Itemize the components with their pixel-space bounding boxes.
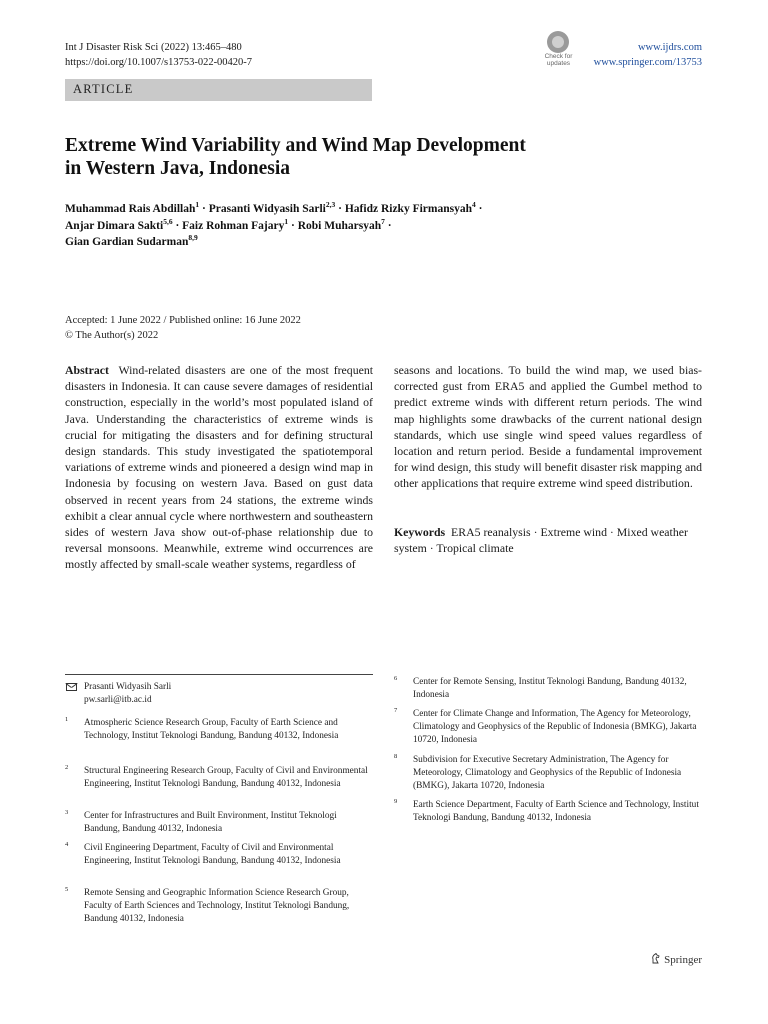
author-name[interactable]: Robi Muharsyah [297, 219, 382, 232]
affiliation-text: Civil Engineering Department, Faculty of Civil and Environmental Engineering, Institut Teknologi Bandung, Bandung 40132, Indonesia [84, 843, 341, 866]
affiliation-number: 5 [65, 886, 69, 893]
article-type-bar [65, 79, 372, 101]
affiliation-number: 1 [65, 716, 69, 723]
affiliation-number: 4 [65, 841, 69, 848]
affiliation-2 [65, 765, 375, 805]
abstract-text-right: seasons and locations. To build the wind map, we used bias-corrected gust from ERA5 and applied the Gumbel method to predict extreme winds with different return periods. The wind map highlights some drawbacks of the current national design standards, which use single wind speed values regardless of location and return period. Beside a fundamental improvement for wind design, this study will benefit disaster risk mapping and other applications that require extreme wind speed distribution. [394, 363, 702, 491]
paper-title [65, 134, 625, 180]
affiliation-number: 8 [394, 753, 398, 760]
affiliation-text: Atmospheric Science Research Group, Faculty of Earth Science and Technology, Institut Teknologi Bandung, Bandung 40132, Indonesia [84, 718, 339, 741]
springer-horse-icon [651, 953, 661, 964]
affiliation-number: 7 [394, 707, 398, 714]
affiliation-9 [394, 799, 704, 839]
keywords-text: ERA5 reanalysis · Extreme wind · Mixed weather system · Tropical climate [394, 525, 688, 556]
affiliation-3 [65, 810, 375, 838]
affiliation-number: 3 [65, 809, 69, 816]
accepted-published-dates: Accepted: 1 June 2022 / Published online: 16 June 2022 [65, 315, 301, 326]
affiliation-1 [65, 717, 375, 757]
publisher-footer [651, 952, 702, 966]
article-type-label: ARTICLE [73, 82, 134, 96]
author-affiliation-ref: 5,6 [163, 216, 173, 226]
abstract-text-left: Wind-related disasters are one of the most frequent disasters in Indonesia. It can cause severe damages of residential construction, especially in the world’s most populated island of Java. Understanding the characteristics of extreme winds is crucial for mitigating the disasters and for defining structural design standards. This study investigated the spatiotemporal variations of extreme winds and pioneered a design wind map in Indonesia by focusing on western Java. Based on gust data observed in recent years from 24 stations, the extreme winds exhibit a clear annual cycle where northwestern and southeastern sides of western Java show out-of-phase relationship due to reversal monsoons. Meanwhile, extreme wind occurrences are mostly affected by small-scale weather systems, regardless of [65, 363, 374, 572]
badge-line1: Check for [544, 53, 573, 60]
affiliation-6 [394, 676, 704, 704]
abstract-label: Abstract [65, 363, 109, 377]
author-affiliation-ref: 1 [195, 200, 200, 210]
affiliation-number: 6 [394, 675, 398, 682]
abstract-column-right [394, 362, 702, 492]
journal-citation: Int J Disaster Risk Sci (2022) 13:465–480 [65, 42, 242, 53]
affiliation-text: Center for Infrastructures and Built Environment, Institut Teknologi Bandung, Bandung 40132, Indonesia [84, 811, 337, 834]
doi-link[interactable]: https://doi.org/10.1007/s13753-022-00420-7 [65, 57, 253, 68]
correspondence-block [65, 681, 375, 709]
journal-links [594, 40, 702, 70]
springer-journal-link[interactable]: www.springer.com/13753 [593, 57, 702, 68]
envelope-icon [66, 683, 77, 691]
keywords-label: Keywords [394, 525, 446, 539]
author-name[interactable]: Anjar Dimara Sakti [65, 219, 164, 232]
affiliation-text: Earth Science Department, Faculty of Earth Science and Technology, Institut Teknologi Bandung, Bandung 40132, Indonesia [413, 800, 699, 823]
affiliation-8 [394, 754, 704, 794]
check-for-updates-badge[interactable] [540, 30, 577, 68]
footnote-divider [65, 674, 373, 675]
affiliation-5 [65, 887, 375, 927]
author-name[interactable]: Prasanti Widyasih Sarli [208, 203, 326, 215]
affiliation-text: Remote Sensing and Geographic Information Science Research Group, Faculty of Earth Sciences and Technology, Institut Teknologi Bandung, Bandung 40132, Indonesia [84, 888, 350, 924]
title-line-2: in Western Java, Indonesia [65, 158, 291, 179]
title-line-1: Extreme Wind Variability and Wind Map Development [65, 135, 526, 156]
journal-header [65, 40, 252, 70]
journal-site-link[interactable]: www.ijdrs.com [637, 42, 702, 53]
author-affiliation-ref: 2,3 [325, 200, 336, 210]
springer-logo-text: Springer [664, 954, 702, 966]
author-affiliation-ref: 7 [381, 216, 385, 226]
corresponding-author-email[interactable]: pw.sarli@itb.ac.id [84, 694, 152, 705]
affiliation-text: Center for Climate Change and Information, The Agency for Meteorology, Climatology and Geophysics of the Republic of Indonesia (BMKG), Jakarta 10720, Indonesia [413, 709, 697, 745]
affiliation-7 [394, 708, 704, 748]
affiliation-number: 9 [394, 798, 398, 805]
author-name[interactable]: Gian Gardian Sudarman [65, 236, 189, 248]
check-updates-icon [547, 31, 569, 53]
abstract-column-left [65, 362, 373, 573]
keywords-section [394, 524, 702, 556]
affiliation-text: Subdivision for Executive Secretary Administration, The Agency for Meteorology, Climatology and Geophysics of the Republic of Indonesia (BMKG), Jakarta 10720, Indonesia [413, 755, 682, 791]
author-affiliation-ref: 4 [471, 200, 476, 210]
author-name[interactable]: Muhammad Rais Abdillah [65, 203, 196, 215]
author-affiliation-ref: 8,9 [188, 233, 198, 243]
author-name[interactable]: Hafidz Rizky Firmansyah [344, 203, 472, 215]
affiliation-number: 2 [65, 764, 69, 771]
author-list: Muhammad Rais Abdillah$^1$ · Prasanti Widyasih Sarli$^{2,3}$ · Hafidz Rizky Firmansyah$^4$ · Anjar Dimara Sakti$^{5,6}$ · Faiz Rohman Fajary$^1$ · Robi Muharsyah$^7$ · Gian Gardian Sudarman$^{8,9}$ [65, 200, 483, 248]
publication-dates [65, 314, 301, 343]
affiliation-4 [65, 842, 375, 882]
corresponding-author-name: Prasanti Widyasih Sarli [84, 682, 172, 692]
affiliation-text: Center for Remote Sensing, Institut Teknologi Bandung, Bandung 40132, Indonesia [413, 677, 687, 700]
badge-line2: updates [546, 60, 571, 67]
copyright-notice: © The Author(s) 2022 [65, 329, 159, 341]
author-name[interactable]: Faiz Rohman Fajary [182, 219, 285, 232]
affiliation-text: Structural Engineering Research Group, Faculty of Civil and Environmental Engineering, Institut Teknologi Bandung, Bandung 40132, Indonesia [84, 766, 368, 789]
author-affiliation-ref: 1 [284, 216, 289, 226]
